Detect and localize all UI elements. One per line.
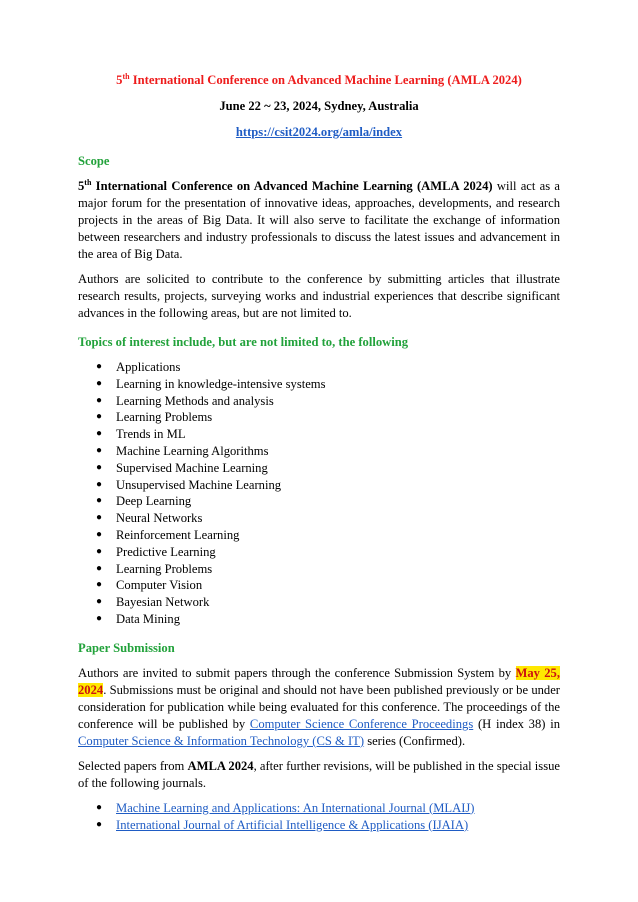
conference-url-link[interactable]: https://csit2024.org/amla/index (235, 125, 403, 139)
list-item: ● Supervised Machine Learning (96, 460, 268, 475)
list-item: ● Applications (96, 360, 181, 374)
journal-link-ijaia[interactable]: ● International Journal of Artificial Intelligence & Applications (IJAIA) (96, 817, 469, 832)
bullet-icon: ● (96, 545, 103, 557)
list-item: ● Learning Methods and analysis (96, 393, 274, 408)
list-item: ● Machine Learning Algorithms (96, 443, 269, 458)
submission-paragraph-1: Authors are invited to submit papers through the conference Submission System by May 25, 2024. Submissions must be original and should not have been published previously or be under consideration for publication while being evaluated for this conference. The proceedings of the conference will be published by Computer Science Conference Proceedings (H index 38) in Computer Science & Information Technology (CS & IT) series (Confirmed). (78, 665, 561, 748)
bullet-icon: ● (96, 377, 103, 389)
scope-conference-name: 5th International Conference on Advanced Machine Learning (AMLA 2024) (78, 177, 493, 193)
conference-dates: June 22 ~ 23, 2024, Sydney, Australia (219, 99, 419, 113)
list-item: ● Reinforcement Learning (96, 527, 240, 542)
deadline-highlight: May 25, 2024 (78, 665, 561, 697)
bullet-icon: ● (96, 428, 103, 440)
list-item: ● Data Mining (96, 611, 181, 626)
proceedings-link[interactable]: Computer Science Conference Proceedings (249, 716, 474, 731)
bullet-icon: ● (96, 361, 103, 372)
bullet-icon: ● (96, 495, 103, 507)
bullet-icon: ● (96, 596, 103, 608)
bullet-icon: ● (96, 579, 103, 591)
list-item: ● Learning Problems (96, 410, 213, 425)
scope-heading: Scope (78, 154, 110, 168)
scope-paragraph-1 (78, 178, 560, 263)
bullet-icon: ● (96, 562, 103, 574)
conference-title (78, 72, 560, 89)
submission-heading: Paper Submission (78, 640, 175, 655)
submission-paragraph-2: Selected papers from AMLA 2024, after further revisions, will be published in the special issue of the following journals. (78, 758, 560, 790)
list-item: ● Computer Vision (96, 578, 203, 593)
list-item: ● Neural Networks (96, 511, 203, 526)
bullet-icon: ● (96, 801, 103, 813)
list-item: ● Trends in ML (96, 427, 186, 442)
bullet-icon: ● (96, 818, 103, 830)
journals-list (78, 800, 560, 834)
bullet-icon: ● (96, 528, 103, 540)
scope-paragraph-1-text: will act as a major forum for the presentation of innovative ideas, approaches, developments, and research projects in the areas of Big Data. It will also serve to facilitate the exchange of information between researchers and industry professionals to discuss the latest issues and advancement in the area of Big Data. (78, 179, 560, 261)
csit-series-link[interactable]: Computer Science & Information Technology (CS & IT) (78, 733, 365, 748)
list-item: ● Deep Learning (96, 494, 192, 509)
scope-paragraph-2: Authors are solicited to contribute to the conference by submitting articles that illustrate research results, projects, surveying works and industrial experiences that describe significant advances in the following areas, but are not limited to. (78, 272, 560, 320)
conference-url-line (78, 124, 560, 141)
list-item: ● Unsupervised Machine Learning (96, 477, 282, 492)
topics-heading: Topics of interest include, but are not limited to, the following (78, 335, 409, 349)
bullet-icon: ● (96, 444, 103, 456)
bullet-icon: ● (96, 411, 103, 423)
title-number: 5 (116, 73, 123, 87)
conference-short-name: AMLA 2024 (187, 758, 254, 773)
bullet-icon: ● (96, 612, 103, 624)
bullet-icon: ● (96, 394, 103, 406)
list-item: ● Learning Problems (96, 561, 213, 576)
journal-link-mlaij[interactable]: ● Machine Learning and Applications: An International Journal (MLAIJ) (96, 800, 475, 815)
list-item: ● Predictive Learning (96, 544, 216, 559)
title-superscript: th (122, 71, 130, 81)
topics-list (78, 359, 560, 628)
title-text: International Conference on Advanced Machine Learning (AMLA 2024) (129, 73, 522, 87)
list-item: ● Learning in knowledge-intensive systems (96, 376, 326, 391)
bullet-icon: ● (96, 461, 103, 473)
bullet-icon: ● (96, 478, 103, 490)
list-item: ● Bayesian Network (96, 595, 210, 610)
bullet-icon: ● (96, 512, 103, 524)
